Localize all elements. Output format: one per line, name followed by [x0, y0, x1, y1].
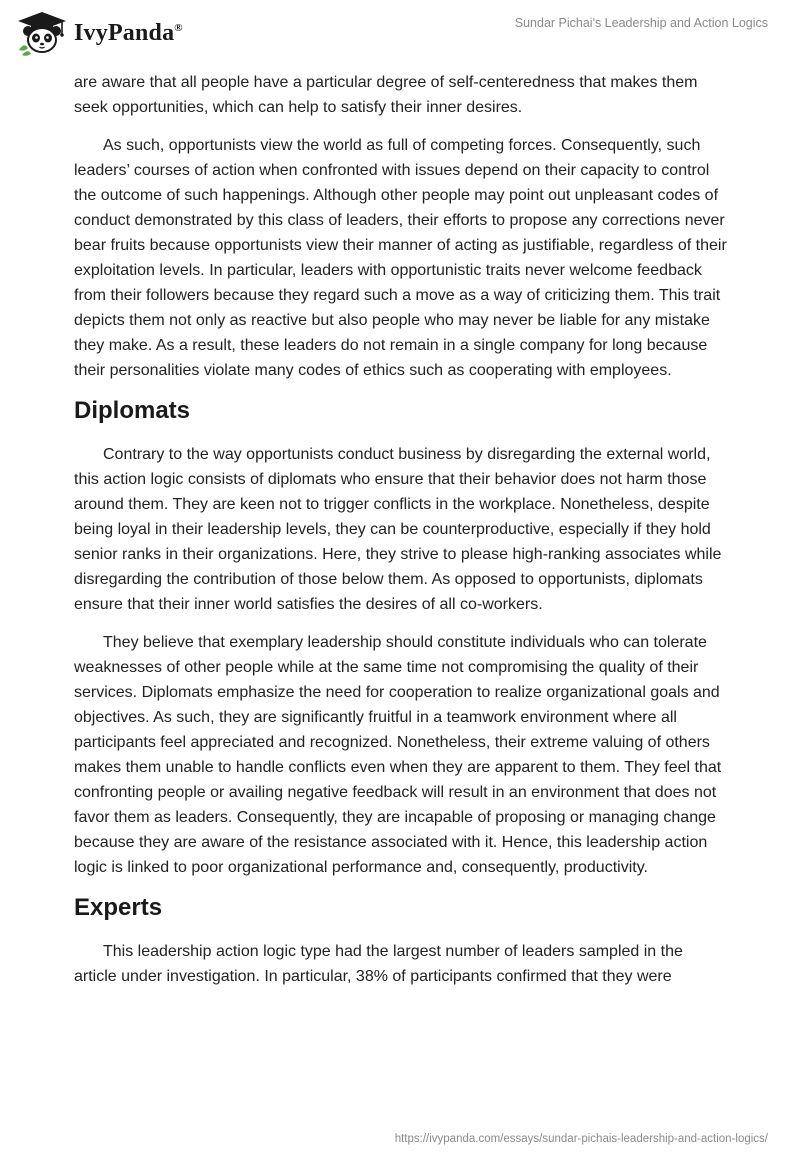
brand-name: IvyPanda® [74, 19, 183, 46]
page-header [0, 0, 800, 70]
paragraph-diplomats-2: They believe that exemplary leadership should constitute individuals who can tolerate weaknesses of other people while at the same time not compromising the quality of their services. Diplomats emphasize the need for cooperation to realize organizational goals and objectives. As such, they are significantly fruitful in a teamwork environment where all participants feel appreciated and recognized. Nonetheless, their extreme valuing of others makes them unable to handle conflicts even when they are apparent to them. They feel that confronting people or availing negative feedback will result in an environment that does not favor them as leaders. Consequently, they are incapable of proposing or managing change because they are aware of the resistance associated with it. Hence, this leadership action logic is linked to poor organizational performance and, consequently, productivity. [74, 634, 722, 876]
document-title: Sundar Pichai's Leadership and Action Logics [514, 16, 768, 30]
paragraph-diplomats-1: Contrary to the way opportunists conduct business by disregarding the external world, this action logic consists of diplomats who ensure that their behavior does not harm those around them. They are keen not to trigger conflicts in the workplace. Nonetheless, despite being loyal in their leadership levels, they can be counterproductive, especially if they hold senior ranks in their organizations. Here, they strive to please high-ranking associates while disregarding the contribution of those below them. As opposed to opportunists, diplomats ensure that their inner world satisfies the desires of all co-workers. [74, 446, 722, 613]
paragraph-opportunists: As such, opportunists view the world as full of competing forces. Consequently, such leaders’ courses of action when confronted with issues depend on their capacity to control the outcome of such happenings. Although other people may point out unpleasant codes of conduct demonstrated by this class of leaders, their efforts to propose any corrections never bear fruits because opportunists view their manner of acting as justifiable, regardless of their exploitation levels. In particular, leaders with opportunistic traits never welcome feedback from their followers because they regard such a move as a way of criticizing them. This trait depicts them not only as reactive but also people who may never be liable for any mistake they make. As a result, these leaders do not remain in a single company for long because their personalities violate many codes of ethics such as cooperating with employees. [74, 137, 727, 379]
paragraph-experts: This leadership action logic type had the largest number of leaders sampled in the article under investigation. In particular, 38% of participants confirmed that they were [74, 943, 683, 985]
essay-body [74, 70, 728, 1002]
source-url[interactable]: https://ivypanda.com/essays/sundar-pichais-leadership-and-action-logics/ [394, 1133, 768, 1145]
ivypanda-logo[interactable] [16, 10, 183, 56]
heading-experts: Experts [74, 894, 163, 921]
panda-graduate-icon [16, 10, 68, 56]
heading-diplomats: Diplomats [74, 397, 191, 424]
paragraph-continued: are aware that all people have a particular degree of self-centeredness that makes them seek opportunities, which can help to satisfy their inner desires. [74, 74, 698, 116]
